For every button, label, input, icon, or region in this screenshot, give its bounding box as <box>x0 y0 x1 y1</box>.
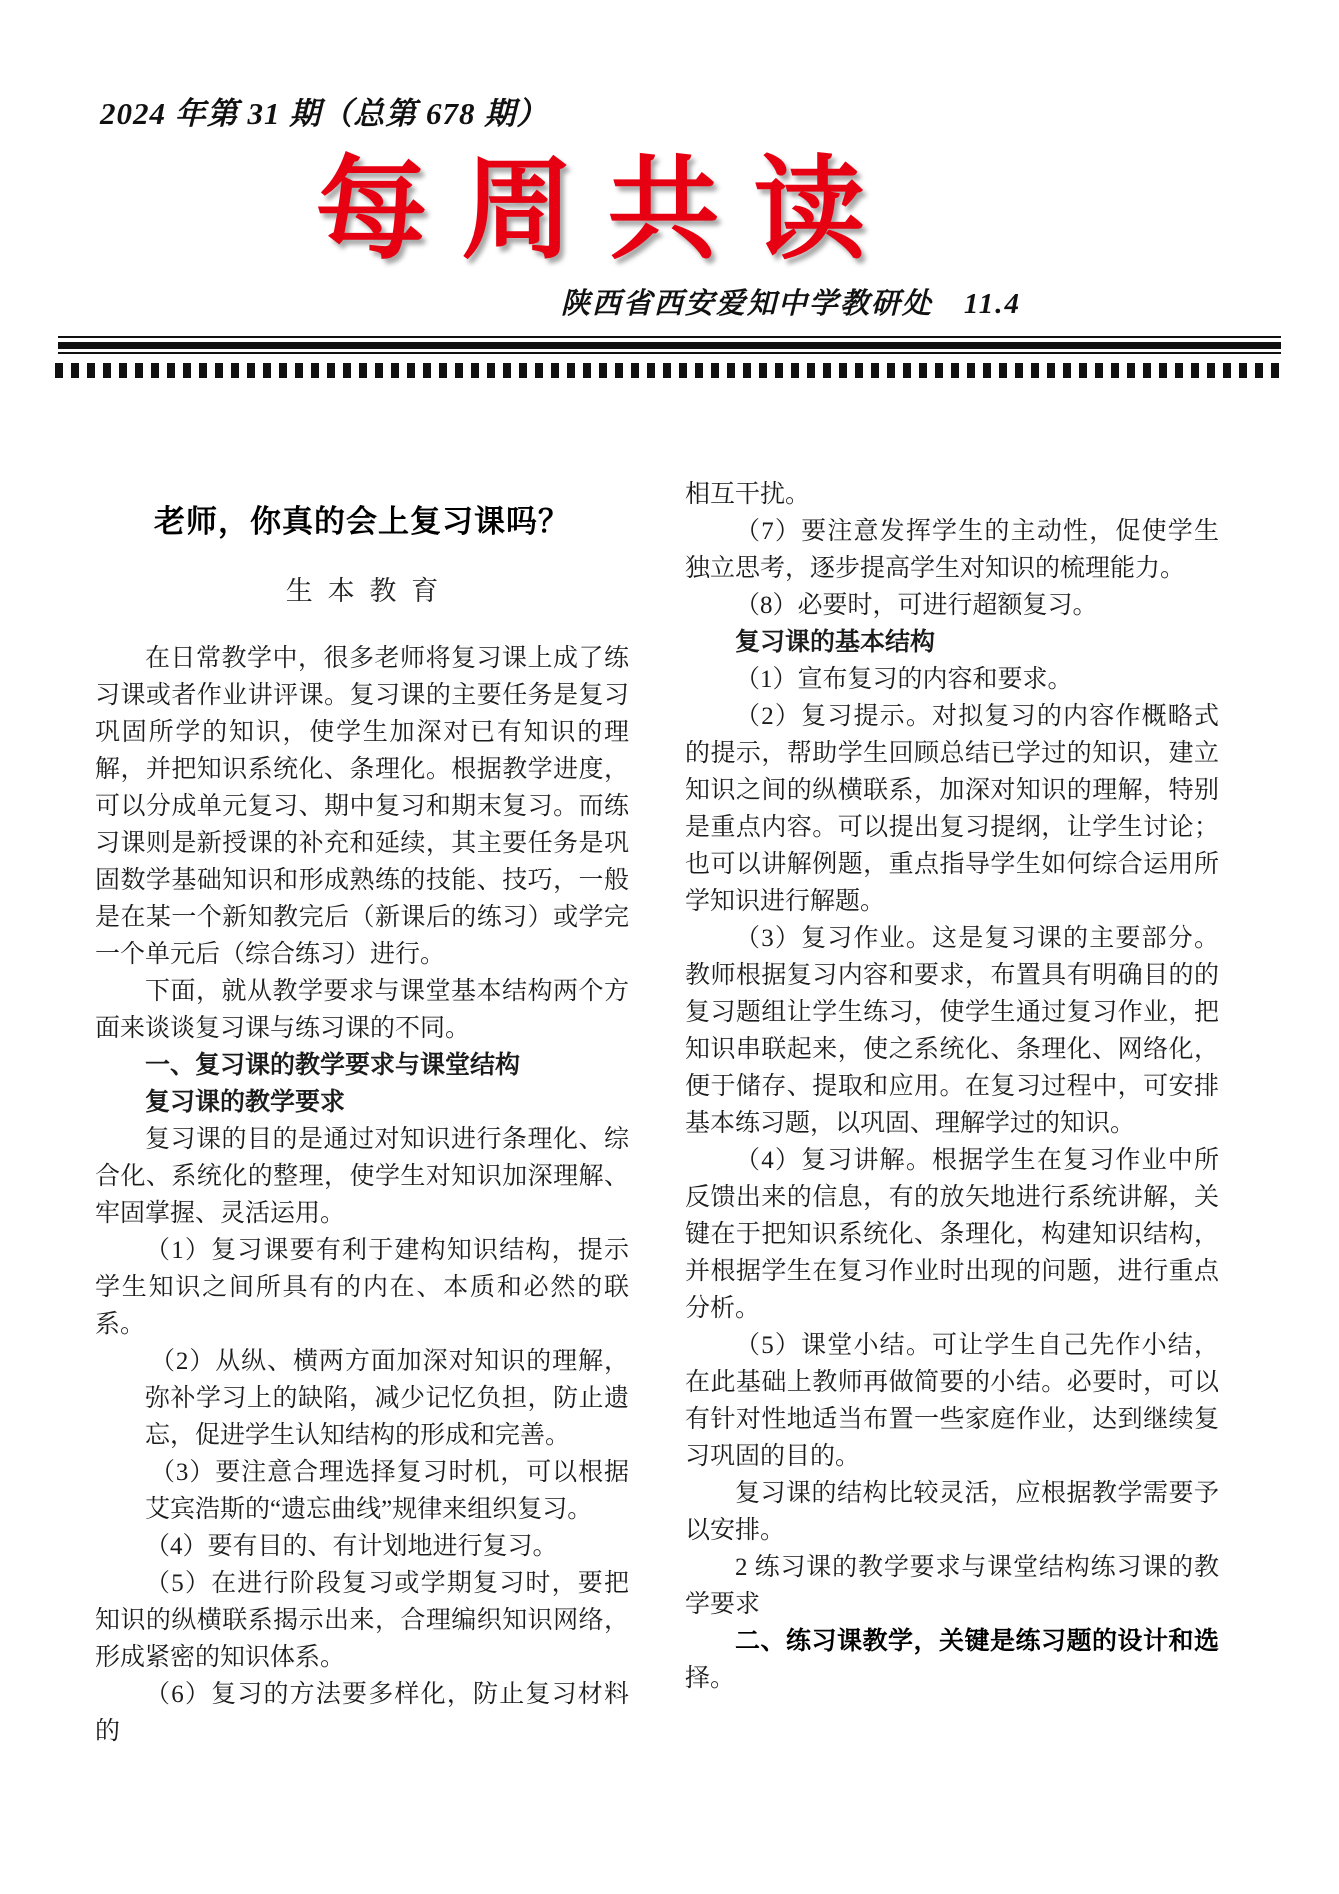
masthead-rule <box>58 336 1281 354</box>
article-paragraph: （3）要注意合理选择复习时机，可以根据艾宾浩斯的“遗忘曲线”规律来组织复习。 <box>145 1459 629 1523</box>
section-heading-tail-text: 择。 <box>685 1665 736 1692</box>
article-title: 老师，你真的会上复习课吗？ <box>154 504 570 539</box>
article-paragraph: 相互干扰。 <box>685 481 811 508</box>
section-heading-partial <box>685 1623 1219 1697</box>
article-paragraph: （3）复习作业。这是复习课的主要部分。教师根据复习内容和要求，布置具有明确目的的复习题组让学生练习，使学生通过复习作业，把知识串联起来，使之系统化、条理化、网络化，便于储存、提取和应用。在复习过程中，可安排基本练习题，以巩固、理解学过的知识。 <box>685 925 1219 1137</box>
article-paragraph: （1）复习课要有利于建构知识结构，提示学生知识之间所具有的内在、本质和必然的联系。 <box>95 1237 629 1338</box>
article-paragraph: （8）必要时，可进行超额复习。 <box>735 592 1098 619</box>
article-paragraph: （5）课堂小结。可让学生自己先作小结，在此基础上教师再做简要的小结。必要时，可以有针对性地适当布置一些家庭作业，达到继续复习巩固的目的。 <box>685 1332 1219 1470</box>
rule-thin-top <box>58 336 1281 338</box>
article-paragraph: （4）复习讲解。根据学生在复习作业中所反馈出来的信息，有的放矢地进行系统讲解，关键在于把知识系统化、条理化，构建知识结构，并根据学生在复习作业时出现的问题，进行重点分析。 <box>685 1147 1219 1322</box>
section-subheading: 复习课的教学要求 <box>145 1088 346 1116</box>
section-heading: 一、复习课的教学要求与课堂结构 <box>145 1051 521 1079</box>
masthead-byline: 陕西省西安爱知中学教研处 11.4 <box>560 288 1021 320</box>
masthead-title: 每周共读 <box>315 149 900 273</box>
article-paragraph: （2）从纵、横两方面加深对知识的理解，弥补学习上的缺陷，减少记忆负担，防止遗忘，促进学生认知结构的形成和完善。 <box>145 1348 629 1449</box>
article-paragraph: （5）在进行阶段复习或学期复习时，要把知识的纵横联系揭示出来，合理编织知识网络，形成紧密的知识体系。 <box>95 1570 629 1671</box>
article-paragraph: 下面，就从教学要求与课堂基本结构两个方面来谈谈复习课与练习课的不同。 <box>95 978 629 1042</box>
issue-number-line: 2024 年第 31 期（总第 678 期） <box>100 96 549 131</box>
article-paragraph: （6）复习的方法要多样化，防止复习材料的 <box>95 1681 629 1745</box>
article-paragraph: （1）宣布复习的内容和要求。 <box>735 666 1073 693</box>
left-column <box>95 476 629 1750</box>
article-paragraph: （4）要有目的、有计划地进行复习。 <box>145 1533 558 1560</box>
dotted-divider <box>55 363 1284 378</box>
rule-thin-bottom <box>58 352 1281 354</box>
article-paragraph: （2）复习提示。对拟复习的内容作概略式的提示，帮助学生回顾总结已学过的知识，建立知识之间的纵横联系，加深对知识的理解，特别是重点内容。可以提出复习提纲，让学生讨论；也可以讲解例题，重点指导学生如何综合运用所学知识进行解题。 <box>685 703 1219 915</box>
article-author: 生本教育 <box>285 576 454 606</box>
article-paragraph: （7）要注意发挥学生的主动性，促使学生独立思考，逐步提高学生对知识的梳理能力。 <box>685 518 1219 582</box>
rule-thick <box>58 342 1281 349</box>
article-paragraph: 2 练习课的教学要求与课堂结构练习课的教学要求 <box>685 1554 1219 1618</box>
article-paragraph: 复习课的目的是通过对知识进行条理化、综合化、系统化的整理，使学生对知识加深理解、牢固掌握、灵活运用。 <box>95 1126 629 1227</box>
article-columns <box>0 476 1339 1750</box>
section-subheading: 复习课的基本结构 <box>735 628 936 656</box>
section-heading-bold-text: 二、练习课教学，关键是练习题的设计和选 <box>735 1627 1219 1655</box>
left-column-body <box>95 640 629 1750</box>
right-column <box>685 476 1219 1750</box>
article-paragraph: 复习课的结构比较灵活，应根据教学需要予以安排。 <box>685 1480 1219 1544</box>
article-paragraph: 在日常教学中，很多老师将复习课上成了练习课或者作业讲评课。复习课的主要任务是复习巩固所学的知识，使学生加深对已有知识的理解，并把知识系统化、条理化。根据教学进度，可以分成单元复习、期中复习和期末复习。而练习课则是新授课的补充和延续，其主要任务是巩固数学基础知识和形成熟练的技能、技巧，一般是在某一个新知教完后（新课后的练习）或学完一个单元后（综合练习）进行。 <box>95 645 629 968</box>
